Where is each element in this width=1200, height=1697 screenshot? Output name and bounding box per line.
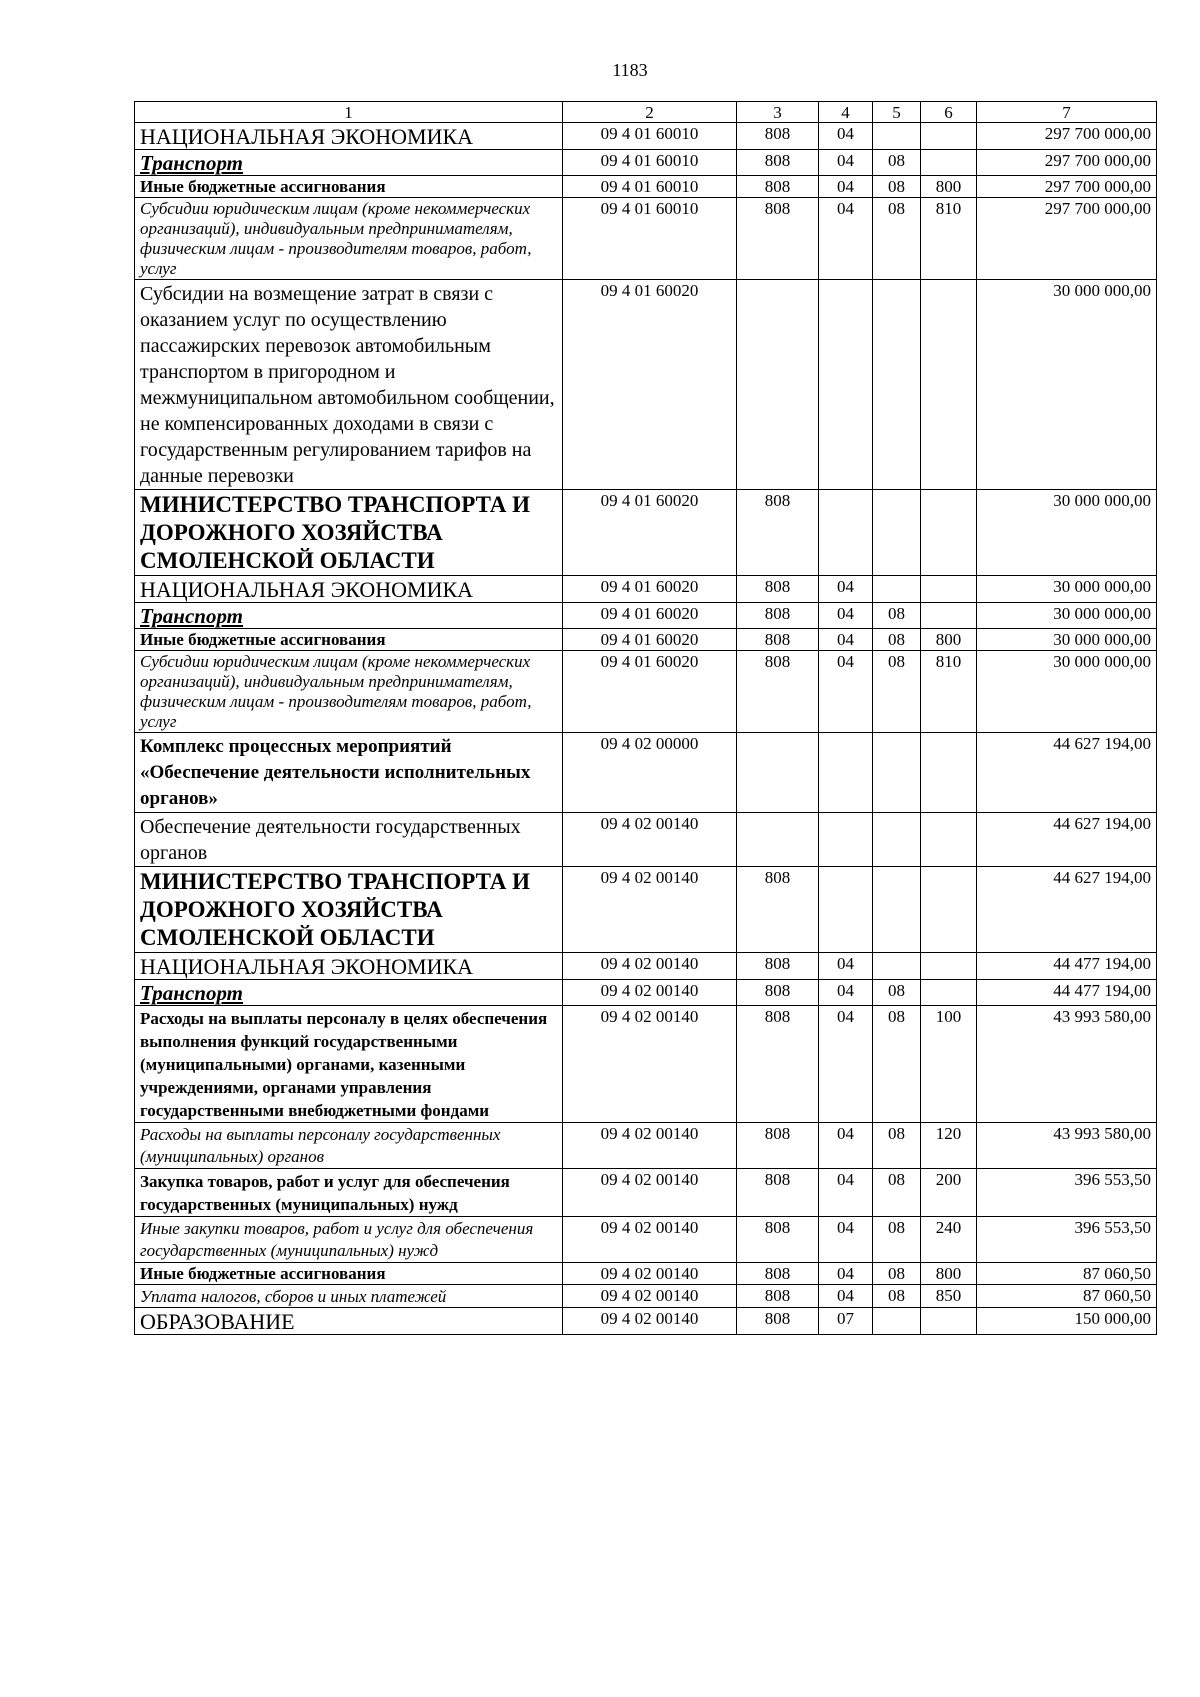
expense-type-cell: 800 (921, 176, 977, 198)
target-code-cell: 09 4 01 60010 (563, 198, 737, 280)
target-code-cell: 09 4 01 60010 (563, 150, 737, 176)
amount-cell: 30 000 000,00 (977, 490, 1157, 576)
header-col-5: 5 (873, 102, 921, 123)
expense-type-cell (921, 150, 977, 176)
ministry-code-cell: 808 (737, 490, 819, 576)
amount-cell: 87 060,50 (977, 1285, 1157, 1308)
ministry-code-cell (737, 813, 819, 867)
table-row (135, 176, 1157, 198)
row-name-cell: ОБРАЗОВАНИЕ (135, 1308, 563, 1335)
expense-type-cell (921, 813, 977, 867)
ministry-code-cell: 808 (737, 1308, 819, 1335)
header-col-3: 3 (737, 102, 819, 123)
ministry-code-cell: 808 (737, 1263, 819, 1285)
row-name-cell: Расходы на выплаты персоналу государственных (муниципальных) органов (135, 1123, 563, 1169)
ministry-code-cell: 808 (737, 150, 819, 176)
amount-cell: 44 477 194,00 (977, 953, 1157, 980)
target-code-cell: 09 4 02 00140 (563, 980, 737, 1006)
subsection-code-cell: 08 (873, 980, 921, 1006)
table-row (135, 867, 1157, 953)
target-code-cell: 09 4 01 60020 (563, 490, 737, 576)
subsection-code-cell: 08 (873, 1169, 921, 1217)
subsection-code-cell (873, 123, 921, 150)
header-col-1: 1 (135, 102, 563, 123)
row-name-cell: Субсидии юридическим лицам (кроме некоммерческих организаций), индивидуальным предпринимателям, физическим лицам - производителям товаров, работ, услуг (135, 198, 563, 280)
expense-type-cell (921, 490, 977, 576)
row-name-cell: Закупка товаров, работ и услуг для обеспечения государственных (муниципальных) нужд (135, 1169, 563, 1217)
expense-type-cell: 100 (921, 1006, 977, 1123)
target-code-cell: 09 4 01 60020 (563, 651, 737, 733)
row-name-cell: НАЦИОНАЛЬНАЯ ЭКОНОМИКА (135, 576, 563, 603)
ministry-code-cell: 808 (737, 651, 819, 733)
row-name-cell: Транспорт (135, 150, 563, 176)
table-row (135, 150, 1157, 176)
row-name-cell: Иные закупки товаров, работ и услуг для обеспечения государственных (муниципальных) нужд (135, 1217, 563, 1263)
table-row (135, 980, 1157, 1006)
row-name-cell: МИНИСТЕРСТВО ТРАНСПОРТА И ДОРОЖНОГО ХОЗЯЙСТВА СМОЛЕНСКОЙ ОБЛАСТИ (135, 490, 563, 576)
section-code-cell: 04 (819, 651, 873, 733)
row-name-cell: Иные бюджетные ассигнования (135, 1263, 563, 1285)
expense-type-cell: 800 (921, 629, 977, 651)
row-name-cell: Иные бюджетные ассигнования (135, 629, 563, 651)
subsection-code-cell: 08 (873, 176, 921, 198)
subsection-code-cell: 08 (873, 603, 921, 629)
target-code-cell: 09 4 02 00140 (563, 1123, 737, 1169)
target-code-cell: 09 4 01 60020 (563, 603, 737, 629)
amount-cell: 30 000 000,00 (977, 576, 1157, 603)
row-name-cell: МИНИСТЕРСТВО ТРАНСПОРТА И ДОРОЖНОГО ХОЗЯЙСТВА СМОЛЕНСКОЙ ОБЛАСТИ (135, 867, 563, 953)
expense-type-cell: 850 (921, 1285, 977, 1308)
target-code-cell: 09 4 02 00140 (563, 813, 737, 867)
header-col-4: 4 (819, 102, 873, 123)
table-row (135, 1123, 1157, 1169)
subsection-code-cell (873, 813, 921, 867)
target-code-cell: 09 4 01 60010 (563, 176, 737, 198)
subsection-code-cell: 08 (873, 629, 921, 651)
expense-type-cell (921, 123, 977, 150)
section-code-cell (819, 813, 873, 867)
table-row (135, 576, 1157, 603)
table-row (135, 123, 1157, 150)
ministry-code-cell: 808 (737, 1006, 819, 1123)
target-code-cell: 09 4 01 60020 (563, 576, 737, 603)
table-row (135, 813, 1157, 867)
amount-cell: 30 000 000,00 (977, 603, 1157, 629)
target-code-cell: 09 4 02 00140 (563, 1285, 737, 1308)
amount-cell: 297 700 000,00 (977, 123, 1157, 150)
section-code-cell: 04 (819, 176, 873, 198)
table-row (135, 1285, 1157, 1308)
ministry-code-cell: 808 (737, 576, 819, 603)
table-header-row (135, 102, 1157, 123)
target-code-cell: 09 4 02 00000 (563, 733, 737, 813)
amount-cell: 30 000 000,00 (977, 629, 1157, 651)
header-col-7: 7 (977, 102, 1157, 123)
row-name-cell: Расходы на выплаты персоналу в целях обеспечения выполнения функций государственными (муниципальными) органами, казенными учреждениями, органами управления государственными внебюджетными фондами (135, 1006, 563, 1123)
amount-cell: 396 553,50 (977, 1169, 1157, 1217)
ministry-code-cell: 808 (737, 629, 819, 651)
amount-cell: 297 700 000,00 (977, 176, 1157, 198)
section-code-cell (819, 867, 873, 953)
target-code-cell: 09 4 02 00140 (563, 1308, 737, 1335)
section-code-cell: 04 (819, 123, 873, 150)
table-row (135, 1263, 1157, 1285)
amount-cell: 43 993 580,00 (977, 1123, 1157, 1169)
subsection-code-cell (873, 1308, 921, 1335)
section-code-cell: 04 (819, 629, 873, 651)
section-code-cell: 04 (819, 1217, 873, 1263)
expense-type-cell: 800 (921, 1263, 977, 1285)
expense-type-cell: 120 (921, 1123, 977, 1169)
section-code-cell (819, 733, 873, 813)
subsection-code-cell: 08 (873, 1006, 921, 1123)
expense-type-cell: 810 (921, 198, 977, 280)
amount-cell: 43 993 580,00 (977, 1006, 1157, 1123)
amount-cell: 44 627 194,00 (977, 813, 1157, 867)
ministry-code-cell: 808 (737, 1285, 819, 1308)
table-row (135, 629, 1157, 651)
ministry-code-cell (737, 733, 819, 813)
target-code-cell: 09 4 02 00140 (563, 1217, 737, 1263)
table-row (135, 280, 1157, 490)
subsection-code-cell: 08 (873, 651, 921, 733)
target-code-cell: 09 4 01 60020 (563, 629, 737, 651)
target-code-cell: 09 4 02 00140 (563, 867, 737, 953)
section-code-cell: 04 (819, 1285, 873, 1308)
row-name-cell: Иные бюджетные ассигнования (135, 176, 563, 198)
ministry-code-cell: 808 (737, 1123, 819, 1169)
amount-cell: 297 700 000,00 (977, 150, 1157, 176)
section-code-cell: 04 (819, 1123, 873, 1169)
expense-type-cell (921, 1308, 977, 1335)
budget-table (134, 101, 1157, 1335)
amount-cell: 30 000 000,00 (977, 651, 1157, 733)
section-code-cell: 04 (819, 980, 873, 1006)
expense-type-cell (921, 867, 977, 953)
row-name-cell: НАЦИОНАЛЬНАЯ ЭКОНОМИКА (135, 953, 563, 980)
subsection-code-cell (873, 867, 921, 953)
target-code-cell: 09 4 02 00140 (563, 1006, 737, 1123)
subsection-code-cell (873, 953, 921, 980)
expense-type-cell (921, 576, 977, 603)
table-row (135, 198, 1157, 280)
target-code-cell: 09 4 02 00140 (563, 1263, 737, 1285)
amount-cell: 30 000 000,00 (977, 280, 1157, 490)
amount-cell: 396 553,50 (977, 1217, 1157, 1263)
table-row (135, 1169, 1157, 1217)
row-name-cell: Комплекс процессных мероприятий «Обеспечение деятельности исполнительных органов» (135, 733, 563, 813)
row-name-cell: НАЦИОНАЛЬНАЯ ЭКОНОМИКА (135, 123, 563, 150)
expense-type-cell (921, 603, 977, 629)
row-name-cell: Обеспечение деятельности государственных органов (135, 813, 563, 867)
table-row (135, 1308, 1157, 1335)
section-code-cell: 04 (819, 953, 873, 980)
section-code-cell (819, 280, 873, 490)
row-name-cell: Субсидии на возмещение затрат в связи с оказанием услуг по осуществлению пассажирских перевозок автомобильным транспортом в пригородном и межмуниципальном автомобильном сообщении, не компенсированных доходами в связи с государственным регулированием тарифов на данные перевозки (135, 280, 563, 490)
expense-type-cell: 810 (921, 651, 977, 733)
expense-type-cell (921, 280, 977, 490)
ministry-code-cell: 808 (737, 953, 819, 980)
section-code-cell: 04 (819, 1006, 873, 1123)
section-code-cell (819, 490, 873, 576)
table-row (135, 733, 1157, 813)
subsection-code-cell: 08 (873, 198, 921, 280)
target-code-cell: 09 4 01 60020 (563, 280, 737, 490)
ministry-code-cell: 808 (737, 1169, 819, 1217)
expense-type-cell (921, 733, 977, 813)
amount-cell: 44 627 194,00 (977, 867, 1157, 953)
ministry-code-cell: 808 (737, 603, 819, 629)
subsection-code-cell (873, 576, 921, 603)
amount-cell: 297 700 000,00 (977, 198, 1157, 280)
section-code-cell: 04 (819, 150, 873, 176)
row-name-cell: Транспорт (135, 603, 563, 629)
section-code-cell: 04 (819, 603, 873, 629)
table-row (135, 1217, 1157, 1263)
ministry-code-cell: 808 (737, 123, 819, 150)
subsection-code-cell: 08 (873, 1217, 921, 1263)
target-code-cell: 09 4 02 00140 (563, 953, 737, 980)
section-code-cell: 04 (819, 198, 873, 280)
ministry-code-cell: 808 (737, 980, 819, 1006)
page-number: 1183 (612, 60, 648, 80)
amount-cell: 87 060,50 (977, 1263, 1157, 1285)
section-code-cell: 04 (819, 1263, 873, 1285)
row-name-cell: Уплата налогов, сборов и иных платежей (135, 1285, 563, 1308)
expense-type-cell: 200 (921, 1169, 977, 1217)
expense-type-cell (921, 980, 977, 1006)
ministry-code-cell: 808 (737, 198, 819, 280)
subsection-code-cell: 08 (873, 1263, 921, 1285)
table-row (135, 490, 1157, 576)
ministry-code-cell (737, 280, 819, 490)
subsection-code-cell: 08 (873, 1123, 921, 1169)
table-row (135, 603, 1157, 629)
target-code-cell: 09 4 02 00140 (563, 1169, 737, 1217)
subsection-code-cell (873, 733, 921, 813)
amount-cell: 150 000,00 (977, 1308, 1157, 1335)
header-col-6: 6 (921, 102, 977, 123)
table-body (135, 102, 1157, 1335)
subsection-code-cell: 08 (873, 1285, 921, 1308)
amount-cell: 44 477 194,00 (977, 980, 1157, 1006)
table-row (135, 651, 1157, 733)
amount-cell: 44 627 194,00 (977, 733, 1157, 813)
table-row (135, 953, 1157, 980)
ministry-code-cell: 808 (737, 176, 819, 198)
subsection-code-cell (873, 280, 921, 490)
subsection-code-cell: 08 (873, 150, 921, 176)
expense-type-cell: 240 (921, 1217, 977, 1263)
section-code-cell: 04 (819, 1169, 873, 1217)
row-name-cell: Транспорт (135, 980, 563, 1006)
header-col-2: 2 (563, 102, 737, 123)
expense-type-cell (921, 953, 977, 980)
subsection-code-cell (873, 490, 921, 576)
table-row (135, 1006, 1157, 1123)
ministry-code-cell: 808 (737, 1217, 819, 1263)
section-code-cell: 04 (819, 576, 873, 603)
row-name-cell: Субсидии юридическим лицам (кроме некоммерческих организаций), индивидуальным предпринимателям, физическим лицам - производителям товаров, работ, услуг (135, 651, 563, 733)
ministry-code-cell: 808 (737, 867, 819, 953)
target-code-cell: 09 4 01 60010 (563, 123, 737, 150)
section-code-cell: 07 (819, 1308, 873, 1335)
